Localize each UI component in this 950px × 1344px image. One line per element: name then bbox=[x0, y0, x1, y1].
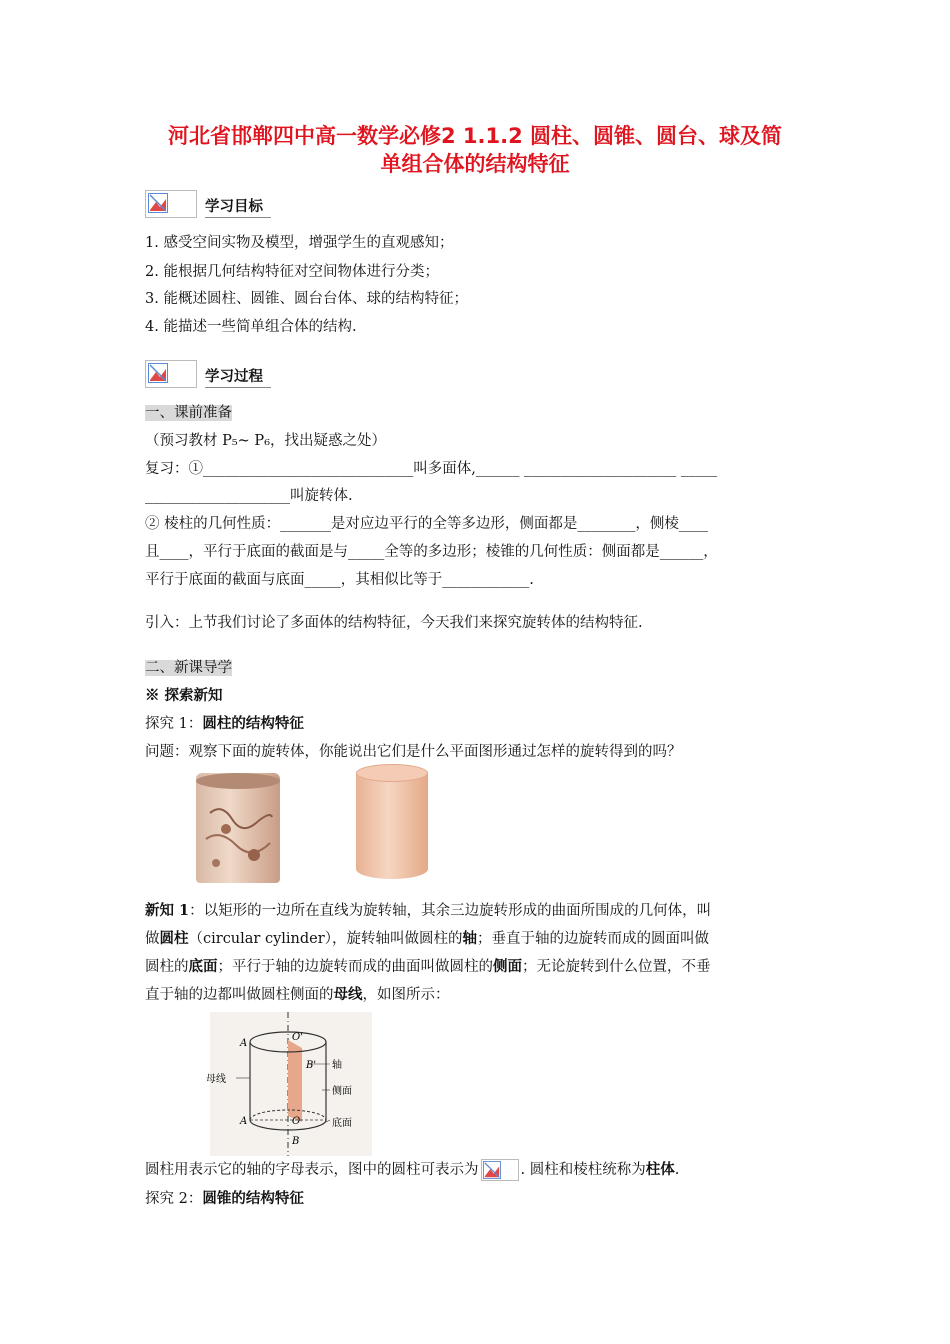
cylinder-diagram bbox=[206, 1012, 372, 1156]
goal-item-2: 2. 能根据几何结构特征对空间物体进行分类； bbox=[145, 264, 439, 280]
new-knowledge-line-4 bbox=[145, 985, 815, 1005]
label-B: B bbox=[292, 1136, 300, 1147]
label-O-prime: O' bbox=[292, 1032, 303, 1043]
nk-text: （circular cylinder），旋转轴叫做圆柱的 bbox=[188, 931, 463, 947]
closing-text: 圆柱用表示它的轴的字母表示，图中的圆柱可表示为 bbox=[145, 1162, 479, 1178]
section-goals-label: 学习目标 bbox=[205, 195, 271, 218]
document-title bbox=[140, 122, 810, 178]
new-knowledge-text: ：以矩形的一边所在直线为旋转轴，其余三边旋转形成的曲面所围成的几何体，叫 bbox=[189, 903, 712, 919]
label-O: O bbox=[292, 1116, 301, 1127]
broken-image-icon bbox=[145, 190, 197, 218]
part2-heading-text: 二、新课导学 bbox=[145, 660, 232, 676]
nk-term-base: 底面 bbox=[188, 958, 218, 975]
explore2-heading bbox=[145, 1189, 815, 1209]
label-A-top: A bbox=[240, 1038, 248, 1049]
cylinder-top bbox=[356, 764, 428, 782]
new-knowledge-line-2 bbox=[145, 929, 815, 949]
closing-text: . 圆柱和棱柱统称为 bbox=[520, 1162, 646, 1178]
explore1-prefix: 探究 1： bbox=[145, 716, 203, 732]
nk-term-side: 侧面 bbox=[493, 958, 522, 975]
explore2-prefix: 探究 2： bbox=[145, 1191, 203, 1207]
goal-item-3: 3. 能概述圆柱、圆锥、圆台台体、球的结构特征； bbox=[145, 291, 468, 307]
prism-line-3: 平行于底面的截面与底面_____，其相似比等于____________. bbox=[145, 572, 534, 588]
explore1-heading bbox=[145, 714, 815, 734]
review-line-2: ____________________叫旋转体. bbox=[145, 488, 353, 504]
title-line-1: 河北省邯郸四中高一数学必修2 1.1.2 圆柱、圆锥、圆台、球及简 bbox=[167, 124, 783, 148]
new-knowledge-label: 新知 1 bbox=[145, 902, 190, 919]
nk-text: ；平行于轴的边旋转而成的曲面叫做圆柱的 bbox=[217, 959, 493, 975]
preview-note: （预习教材 P₅~ P₆，找出疑惑之处） bbox=[145, 433, 387, 449]
explore1-title: 圆柱的结构特征 bbox=[202, 715, 304, 732]
title-line-2: 单组合体的结构特征 bbox=[380, 152, 570, 176]
nk-text: ；垂直于轴的边旋转而成的圆面叫做 bbox=[476, 931, 709, 947]
label-base: 底面 bbox=[332, 1118, 352, 1129]
label-A-bottom: A bbox=[240, 1116, 248, 1127]
label-side: 侧面 bbox=[332, 1086, 352, 1097]
part1-heading bbox=[145, 403, 815, 423]
new-knowledge-line-3 bbox=[145, 957, 815, 977]
prism-line-2: 且____，平行于底面的截面是与_____全等的多边形；棱锥的几何性质：侧面都是______， bbox=[145, 544, 718, 560]
review-line-1: 复习：①_____________________________叫多面体,______ _____________________ _____ bbox=[145, 461, 718, 477]
label-B-prime: B' bbox=[306, 1060, 317, 1071]
explore2-title: 圆锥的结构特征 bbox=[202, 1190, 304, 1207]
nk-term-cylinder: 圆柱 bbox=[159, 930, 189, 947]
nk-text: ；无论旋转到什么位置，不垂 bbox=[522, 959, 711, 975]
broken-image-icon bbox=[481, 1159, 519, 1181]
new-knowledge-line-1 bbox=[145, 901, 815, 921]
nk-text: 圆柱的 bbox=[145, 959, 189, 975]
section-goals-header bbox=[145, 190, 271, 218]
nk-text: 直于轴的边都叫做圆柱侧面的 bbox=[145, 987, 334, 1003]
question-line: 问题：观察下面的旋转体，你能说出它们是什么平面图形通过怎样的旋转得到的吗？ bbox=[145, 744, 682, 760]
nk-text: ，如图所示： bbox=[362, 987, 450, 1003]
goal-item-1: 1. 感受空间实物及模型，增强学生的直观感知； bbox=[145, 235, 454, 251]
goal-item-4: 4. 能描述一些简单组合体的结构. bbox=[145, 319, 357, 335]
explore-heading: ※ 探索新知 bbox=[145, 687, 223, 704]
section-process-label: 学习过程 bbox=[205, 365, 271, 388]
label-generatrix: 母线 bbox=[206, 1074, 226, 1085]
term-cylinder-body: 柱体 bbox=[645, 1161, 675, 1178]
plain-cylinder-photo bbox=[356, 773, 428, 879]
intro-line: 引入：上节我们讨论了多面体的结构特征，今天我们来探究旋转体的结构特征. bbox=[145, 615, 643, 631]
part1-heading-text: 一、课前准备 bbox=[145, 405, 232, 421]
floral-pattern bbox=[196, 773, 280, 883]
nk-text: 做 bbox=[145, 931, 160, 947]
closing-line bbox=[145, 1159, 815, 1181]
part2-heading bbox=[145, 658, 815, 678]
nk-term-axis: 轴 bbox=[462, 930, 477, 947]
broken-image-icon bbox=[145, 360, 197, 388]
section-process-header bbox=[145, 360, 271, 388]
label-axis: 轴 bbox=[332, 1060, 342, 1071]
closing-period: . bbox=[674, 1162, 680, 1178]
decorated-cylinder-photo bbox=[196, 773, 280, 883]
prism-line-1: ② 棱柱的几何性质：_______是对应边平行的全等多边形，侧面都是________，侧棱____ bbox=[145, 516, 708, 532]
nk-term-generatrix: 母线 bbox=[333, 986, 363, 1003]
